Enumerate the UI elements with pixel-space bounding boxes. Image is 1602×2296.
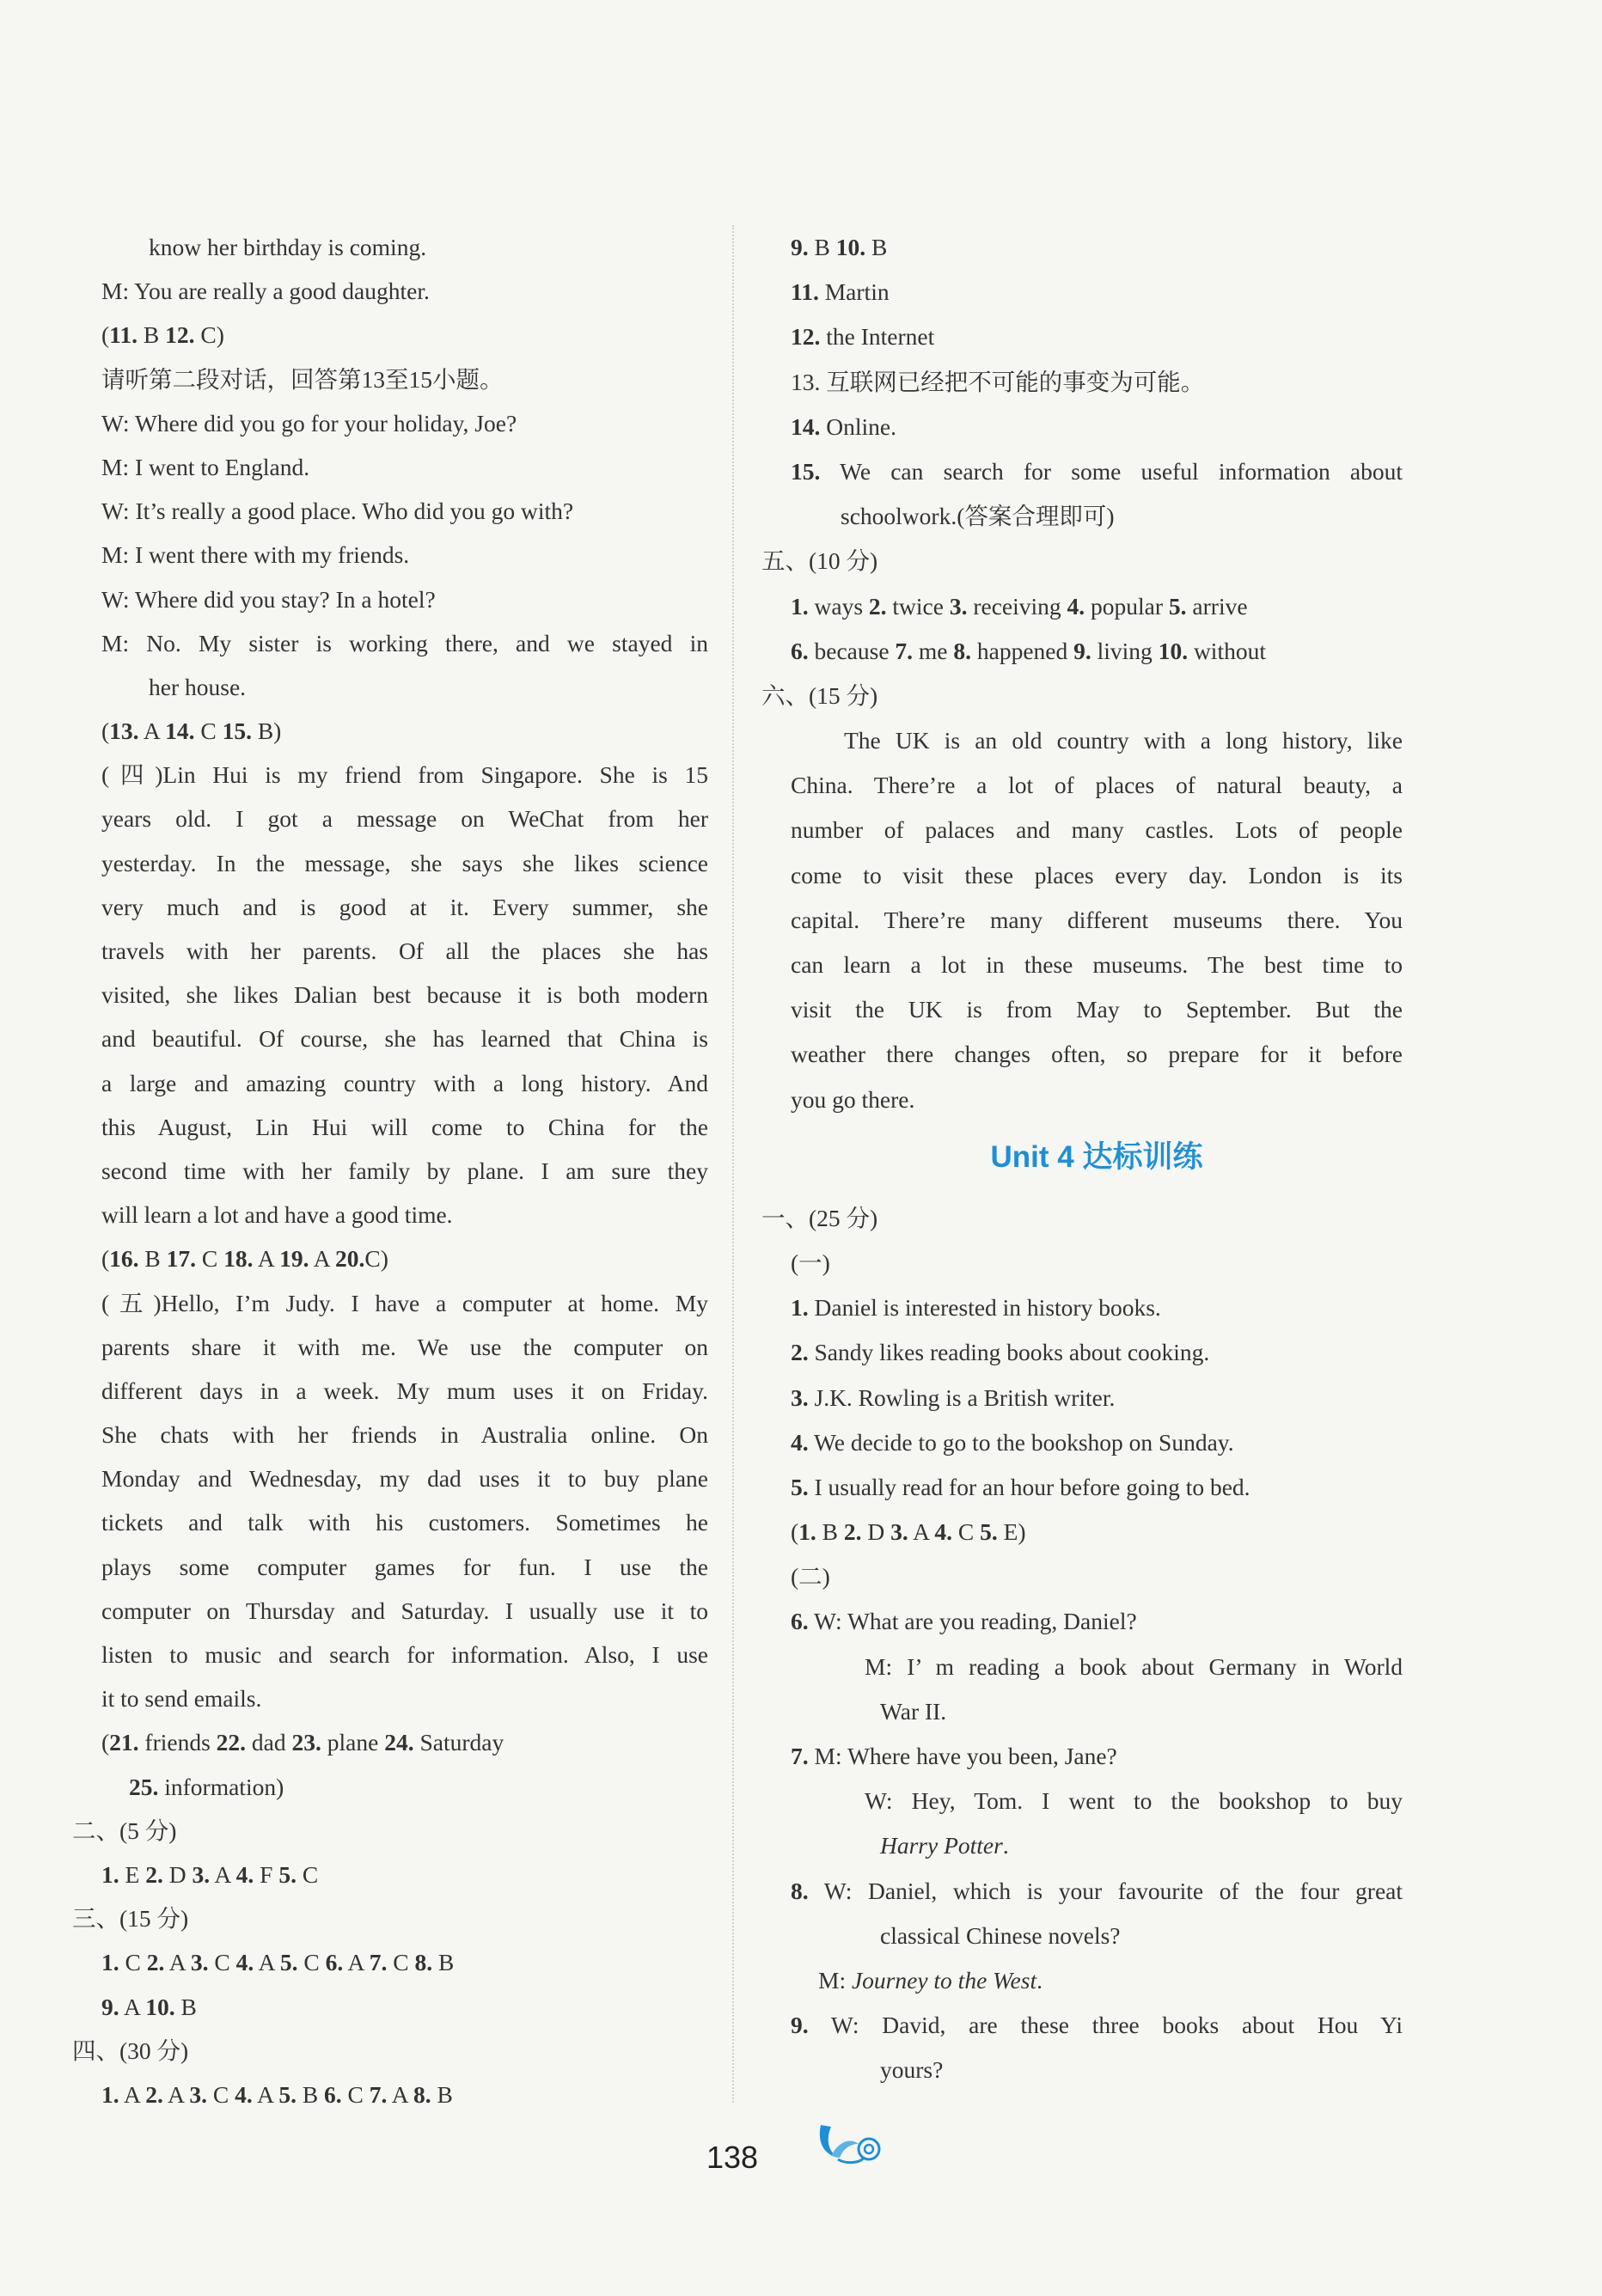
right-column-bottom [761, 1196, 1403, 2093]
left_column-line: second time with her family by plane. I am sure they [101, 1157, 708, 1184]
left_column-line: tickets and talk with his customers. Sometimes he [101, 1509, 708, 1536]
left_column-line: 四、(30 分) [72, 2036, 189, 2064]
right_column_bottom-line: W: Hey, Tom. I went to the bookshop to buy [865, 1787, 1403, 1815]
right-column [761, 225, 1403, 2093]
left_column-line: parents share it with me. We use the computer on [101, 1333, 708, 1360]
left_column-line: (四)Lin Hui is my friend from Singapore. She is 15 [101, 761, 708, 789]
page-number: 138 [706, 2140, 759, 2175]
right_column_bottom-line: yours? [880, 2056, 944, 2084]
right-column-top [761, 225, 1403, 1122]
left_column-line: will learn a lot and have a good time. [101, 1201, 453, 1229]
left_column-line: 1. A 2. A 3. C 4. A 5. B 6. C 7. A 8. B [101, 2080, 453, 2108]
right_column_top-line: 13. 互联网已经把不可能的事变为可能。 [791, 368, 1205, 395]
left_column-line: yesterday. In the message, she says she likes science [101, 849, 708, 876]
right_column_top-line: 14. Online. [791, 412, 896, 440]
right_column_bottom-line: 2. Sandy likes reading books about cooking. [791, 1339, 1210, 1366]
left_column-line: (13. A 14. C 15. B) [101, 718, 282, 745]
left_column-line: a large and amazing country with a long history. And [101, 1069, 708, 1096]
right_column_bottom-line: (1. B 2. D 3. A 4. C 5. E) [791, 1518, 1026, 1546]
right_column_top-line: capital. There’re many different museums there. You [791, 906, 1403, 933]
right_column_bottom-line: 1. Daniel is interested in history books. [791, 1294, 1161, 1322]
left_column-line: 25. information) [129, 1773, 284, 1800]
right_column_top-line: 11. Martin [791, 278, 890, 306]
right_column_bottom-line: Harry Potter. [880, 1832, 1009, 1859]
left_column-line: 9. A 10. B [101, 1993, 197, 2020]
left_column-line: her house. [149, 673, 247, 700]
right_column_bottom-line: classical Chinese novels? [880, 1921, 1121, 1949]
left_column-line: M: I went to England. [101, 453, 310, 480]
right_column_top-line: 6. because 7. me 8. happened 9. living 10. without [791, 637, 1266, 664]
left_column-line: (五)Hello, I’m Judy. I have a computer at home. My [101, 1289, 708, 1316]
right_column_bottom-line: 9. W: David, are these three books about Hou Yi [791, 2012, 1403, 2039]
left_column-line: W: It’s really a good place. Who did you go with? [101, 498, 574, 525]
left_column-line: 三、(15 分) [72, 1905, 189, 1933]
left_column-line: it to send emails. [101, 1685, 262, 1713]
publisher-logo-icon [812, 2118, 890, 2170]
left_column-line: and beautiful. Of course, she has learned that China is [101, 1025, 708, 1053]
left_column-line: 请听第二段对话，回答第13至15小题。 [101, 365, 504, 393]
column-divider [732, 225, 734, 2103]
left_column-line: Monday and Wednesday, my dad uses it to buy plane [101, 1465, 708, 1493]
right_column_top-line: you go there. [791, 1085, 915, 1113]
left_column-line: 1. E 2. D 3. A 4. F 5. C [101, 1860, 319, 1888]
left_column-line: listen to music and search for information. Also, I use [101, 1641, 708, 1668]
right_column_bottom-line: 8. W: Daniel, which is your favourite of the four great [791, 1877, 1403, 1904]
left_column-line: this August, Lin Hui will come to China for the [101, 1113, 708, 1140]
right_column_top-line: visit the UK is from May to September. But the [791, 996, 1403, 1023]
right_column_bottom-line: M: I’ m reading a book about Germany in World [865, 1652, 1403, 1680]
left_column-line: years old. I got a message on WeChat from her [101, 805, 708, 833]
right_column_top-line: number of palaces and many castles. Lots of people [791, 816, 1403, 844]
right_column_top-line: China. There’re a lot of places of natural beauty, a [791, 772, 1403, 799]
right_column_bottom-line: 3. J.K. Rowling is a British writer. [791, 1383, 1116, 1411]
right_column_bottom-line: (二) [791, 1563, 830, 1591]
left_column-line: different days in a week. My mum uses it on Friday. [101, 1377, 708, 1404]
left_column-line: M: No. My sister is working there, and we stayed in [101, 629, 708, 656]
left_column-line: M: You are really a good daughter. [101, 278, 430, 305]
right_column_top-line: weather there changes often, so prepare for it before [791, 1041, 1403, 1068]
right_column_top-line: 15. We can search for some useful information about [791, 457, 1403, 485]
right_column_top-line: The UK is an old country with a long history, like [844, 727, 1403, 754]
right_column_bottom-line: 4. We decide to go to the bookshop on Sunday. [791, 1428, 1234, 1456]
right_column_top-line: schoolwork.(答案合理即可) [841, 503, 1115, 530]
left_column-line: visited, she likes Dalian best because it is both modern [101, 981, 708, 1009]
right_column_top-line: 五、(10 分) [761, 547, 878, 575]
left_column-line: (11. B 12. C) [101, 321, 224, 349]
right_column_bottom-line: 5. I usually read for an hour before going to bed. [791, 1473, 1250, 1500]
right_column_bottom-line: M: Journey to the West. [818, 1966, 1043, 1994]
right_column_top-line: can learn a lot in these museums. The best time to [791, 951, 1403, 978]
left_column-line: M: I went there with my friends. [101, 541, 410, 569]
left_column-line: She chats with her friends in Australia online. On [101, 1421, 708, 1449]
right_column_bottom-line: 6. W: What are you reading, Daniel? [791, 1608, 1137, 1635]
right_column_top-line: 9. B 10. B [791, 234, 888, 260]
left_column-line: W: Where did you go for your holiday, Joe? [101, 409, 517, 437]
left_column-line: plays some computer games for fun. I use the [101, 1553, 708, 1580]
right_column_bottom-line: 一、(25 分) [761, 1204, 878, 1231]
left_column-line: computer on Thursday and Saturday. I usually use it to [101, 1597, 708, 1624]
left_column-line: 二、(5 分) [72, 1817, 177, 1844]
left_column-line: (21. friends 22. dad 23. plane 24. Saturday [101, 1729, 504, 1756]
left_column-line: W: Where did you stay? In a hotel? [101, 585, 436, 613]
left_column-line: 1. C 2. A 3. C 4. A 5. C 6. A 7. C 8. B [101, 1949, 455, 1976]
right_column_top-line: come to visit these places every day. London is its [791, 861, 1403, 888]
right_column_bottom-line: 7. M: Where have you been, Jane? [791, 1743, 1117, 1769]
left_column-line: know her birthday is coming. [149, 234, 427, 260]
right_column_top-line: 1. ways 2. twice 3. receiving 4. popular 5. arrive [791, 592, 1248, 620]
right_column_top-line: 12. the Internet [791, 323, 935, 351]
unit-title: Unit 4 达标训练 [990, 1139, 1203, 1174]
left_column-line: very much and is good at it. Every summer, she [101, 893, 708, 920]
left_column-line: travels with her parents. Of all the places she has [101, 937, 708, 964]
right_column_bottom-line: (一) [791, 1249, 830, 1276]
left-column [72, 225, 708, 2116]
right_column_top-line: 六、(15 分) [761, 681, 878, 709]
right_column_bottom-line: War II. [880, 1697, 947, 1725]
left_column-line: (16. B 17. C 18. A 19. A 20.C) [101, 1245, 388, 1273]
